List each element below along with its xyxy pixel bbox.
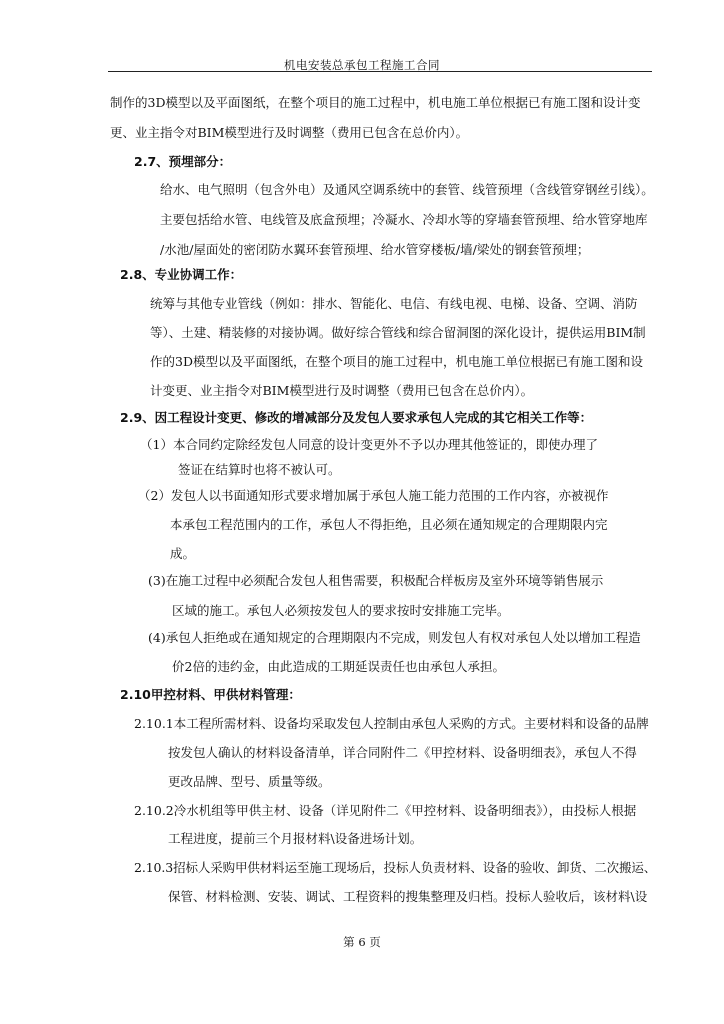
page-header-title: 机电安装总承包工程施工合同 (284, 58, 440, 72)
paragraph-line: 按发包人确认的材料设备清单，详合同附件二《甲控材料、设备明细表》，承包人不得 (168, 745, 637, 760)
section-heading-2-7: 2.7、预埋部分： (134, 154, 232, 169)
paragraph-line: 2.10.2冷水机组等甲供主材、设备（详见附件二《甲控材料、设备明细表》），由投标人根据 (134, 803, 637, 818)
paragraph-line: 更改品牌、型号、质量等级。 (168, 774, 331, 789)
header-rule (108, 71, 652, 72)
paragraph-line: 统筹与其他专业管线（例如：排水、智能化、电信、有线电视、电梯、设备、空调、消防 (150, 296, 638, 311)
paragraph-line: 签证在结算时也将不被认可。 (178, 462, 341, 477)
paragraph-line: /水池/屋面处的密闭防水翼环套管预埋、给水管穿楼板/墙/梁处的钢套管预埋； (160, 242, 590, 257)
paragraph-line: （1）本合同约定除经发包人同意的设计变更外不予以办理其他签证的，即使办理了 (140, 437, 598, 452)
paragraph-line: 计变更、业主指令对BIM模型进行及时调整（费用已包含在总价内）。 (150, 383, 534, 398)
paragraph-line: (4)承包人拒绝或在通知规定的合理期限内不完成，则发包人有权对承包人处以增加工程造 (148, 630, 641, 645)
paragraph-line: 保管、材料检测、安装、调试、工程资料的搜集整理及归档。投标人验收后，该材料\设 (168, 889, 648, 904)
paragraph-line: 价2倍的违约金，由此造成的工期延误责任也由承包人承担。 (172, 659, 505, 674)
section-heading-2-10: 2.10甲控材料、甲供材料管理： (120, 687, 301, 702)
section-heading-2-8: 2.8、专业协调工作： (120, 267, 243, 282)
paragraph-line: 更、业主指令对BIM模型进行及时调整（费用已包含在总价内）。 (110, 125, 469, 140)
paragraph-line: 本承包工程范围内的工作，承包人不得拒绝，且必须在通知规定的合理期限内完 (170, 517, 608, 532)
paragraph-line: 成。 (170, 546, 196, 561)
paragraph-line: 2.10.3招标人采购甲供材料运至施工现场后，投标人负责材料、设备的验收、卸货、二次搬运、 (134, 860, 657, 875)
page-number: 第 6 页 (343, 935, 381, 949)
paragraph-line: 等）、土建、精装修的对接协调。做好综合管线和综合留洞图的深化设计，提供运用BIM制 (150, 325, 646, 340)
paragraph-line: 作的3D模型以及平面图纸，在整个项目的施工过程中，机电施工单位根据已有施工图和设 (150, 354, 643, 369)
paragraph-line: （2）发包人以书面通知形式要求增加属于承包人施工能力范围的工作内容，亦被视作 (138, 488, 609, 503)
section-heading-2-9: 2.9、因工程设计变更、修改的增减部分及发包人要求承包人完成的其它相关工作等： (120, 410, 593, 425)
paragraph-line: (3)在施工过程中必须配合发包人租售需要，积极配合样板房及室外环境等销售展示 (148, 573, 604, 588)
paragraph-line: 区域的施工。承包人必须按发包人的要求按时安排施工完毕。 (172, 603, 510, 618)
paragraph-line: 2.10.1本工程所需材料、设备均采取发包人控制由承包人采购的方式。主要材料和设备的品牌 (134, 716, 649, 731)
paragraph-line: 工程进度，提前三个月报材料\设备进场计划。 (168, 831, 423, 846)
paragraph-line: 给水、电气照明（包含外电）及通风空调系统中的套管、线管预埋（含线管穿钢丝引线）。 (160, 182, 654, 197)
paragraph-line: 制作的3D模型以及平面图纸，在整个项目的施工过程中，机电施工单位根据已有施工图和设计变 (110, 95, 641, 110)
paragraph-line: 主要包括给水管、电线管及底盒预埋；冷凝水、冷却水等的穿墙套管预埋、给水管穿地库 (160, 212, 648, 227)
